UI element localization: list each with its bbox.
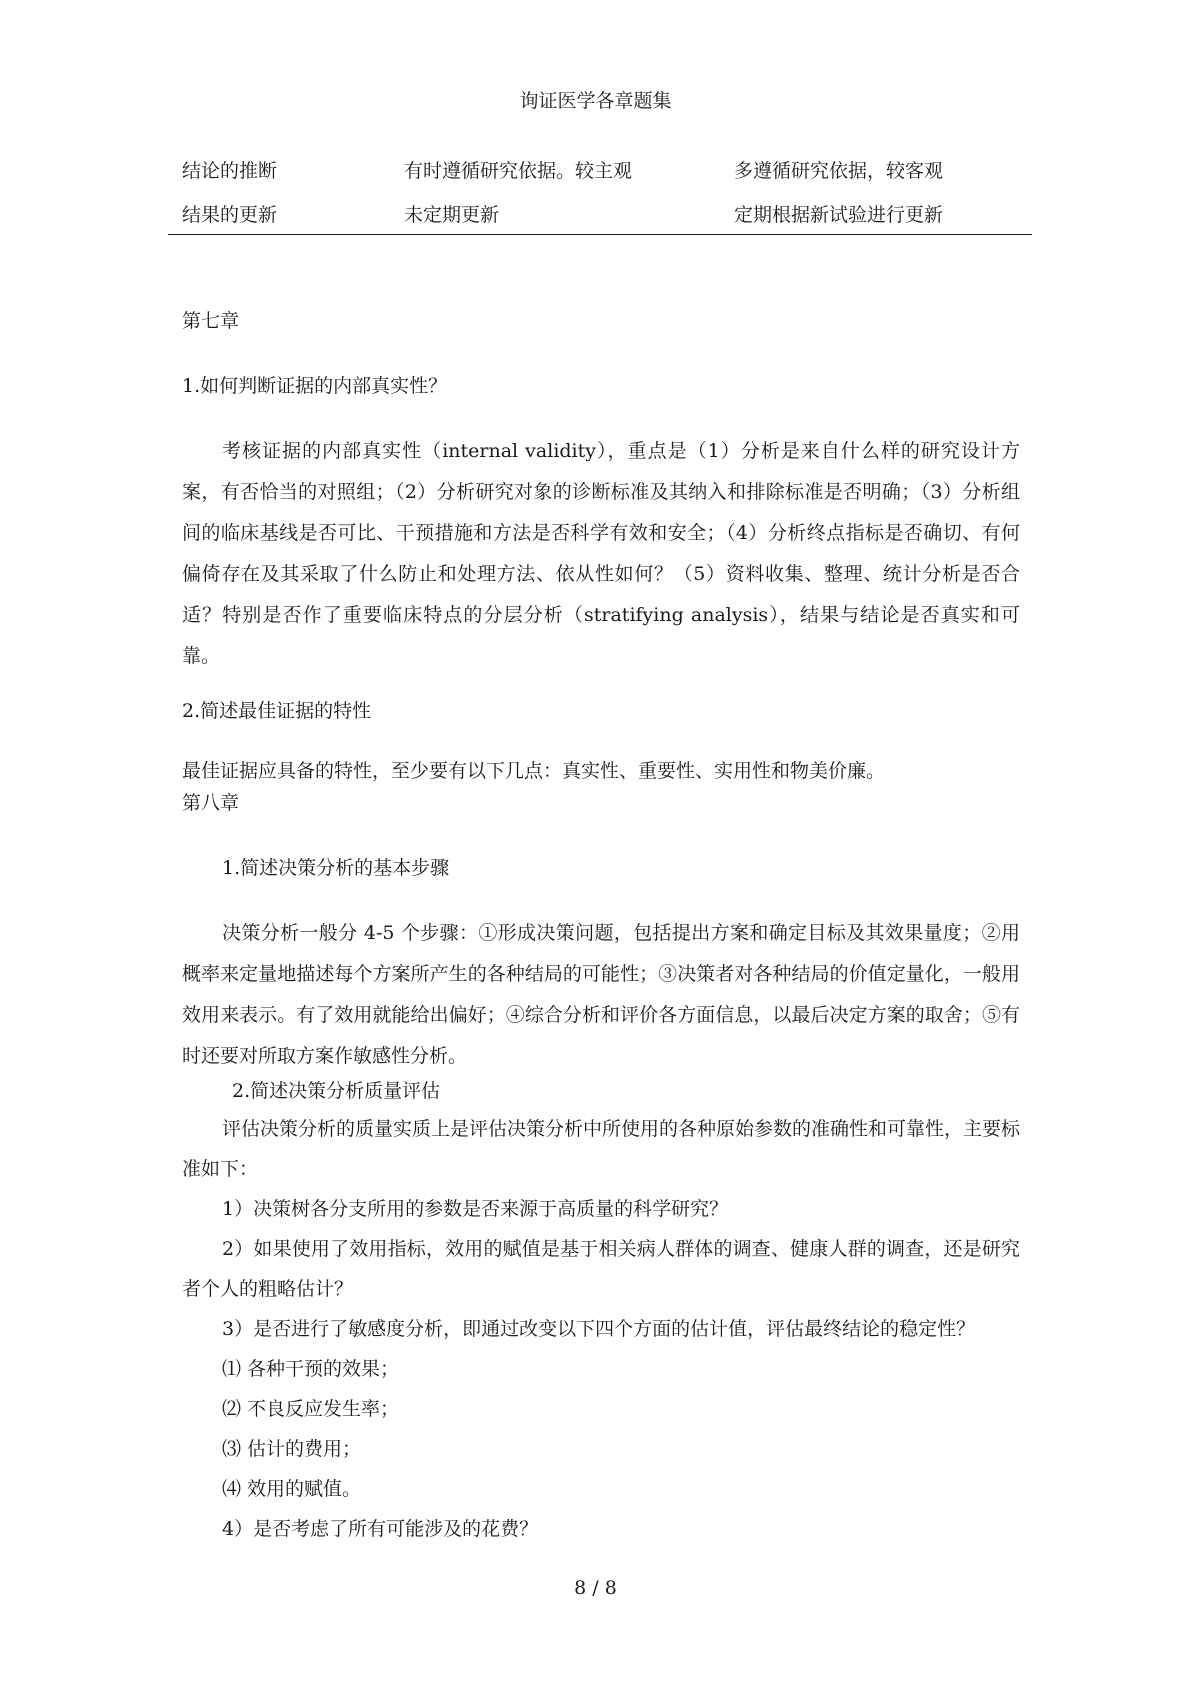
sub-item-1: ⑴ 各种干预的效果； [222,1358,400,1380]
table-cell: 结论的推断 [182,160,278,182]
criterion-1: 1）决策树各分支所用的参数是否来源于高质量的科学研究？ [222,1198,729,1220]
chapter7-question-1: 1.如何判断证据的内部真实性？ [182,375,448,397]
chapter7-title: 第七章 [182,310,240,332]
table-row [182,156,1032,200]
table-cell: 有时遵循研究依据。较主观 [404,160,633,182]
chapter7-question-2: 2.简述最佳证据的特性 [182,700,372,722]
chapter7-answer-1: 考核证据的内部真实性（internal validity），重点是（1）分析是来自什么样的研究设计方案，有否恰当的对照组；（2）分析研究对象的诊断标准及其纳入和排除标准是否明确；（3）分析组间的临床基线是否可比、干预措施和方法是否科学有效和安全；（4）分析终点指标是否确切、有何偏倚存在及其采取了什么防止和处理方法、依从性如何？（5）资料收集、整理、统计分析是否合适？特别是否作了重要临床特点的分层分析（stratifying analysis），结果与结论是否真实和可靠。 [182,440,1020,667]
header-title: 询证医学各章题集 [519,90,672,112]
table-cell: 多遵循研究依据，较客观 [734,160,944,182]
answer-2-intro: 评估决策分析的质量实质上是评估决策分析中所使用的各种原始参数的准确性和可靠性，主要标准如下： [182,1118,1021,1180]
chapter8-question-1: 1.简述决策分析的基本步骤 [222,857,450,879]
criterion-3: 3）是否进行了敏感度分析，即通过改变以下四个方面的估计值，评估最终结论的稳定性？ [222,1318,976,1340]
table-row [182,200,1032,244]
chapter7-answer-2: 最佳证据应具备的特性，至少要有以下几点：真实性、重要性、实用性和物美价廉。 [182,760,886,782]
chapter8-title: 第八章 [182,792,240,814]
sub-item-3: ⑶ 估计的费用； [222,1438,362,1460]
page-number: 8 / 8 [574,1577,617,1599]
sub-item-2: ⑵ 不良反应发生率； [222,1398,400,1420]
table-cell: 定期根据新试验进行更新 [734,204,944,226]
chapter8-answer-1: 决策分析一般分 4-5 个步骤：①形成决策问题，包括提出方案和确定目标及其效果量度；②用概率来定量地描述每个方案所产生的各种结局的可能性；③决策者对各种结局的价值定量化，一般用效用来表示。有了效用就能给出偏好；④综合分析和评价各方面信息，以最后决定方案的取舍；⑤有时还要对所取方案作敏感性分析。 [182,922,1020,1067]
table-cell: 结果的更新 [182,204,278,226]
table-cell: 未定期更新 [404,204,500,226]
criterion-4: 4）是否考虑了所有可能涉及的花费？ [222,1518,539,1540]
table-bottom-rule [168,234,1032,235]
chapter8-question-2: 2.简述决策分析质量评估 [232,1080,441,1102]
criterion-2: 2）如果使用了效用指标，效用的赋值是基于相关病人群体的调查、健康人群的调查，还是研究者个人的粗略估计？ [182,1238,1020,1300]
sub-item-4: ⑷ 效用的赋值。 [222,1478,362,1500]
chapter8-answer-2 [182,1109,1020,1549]
